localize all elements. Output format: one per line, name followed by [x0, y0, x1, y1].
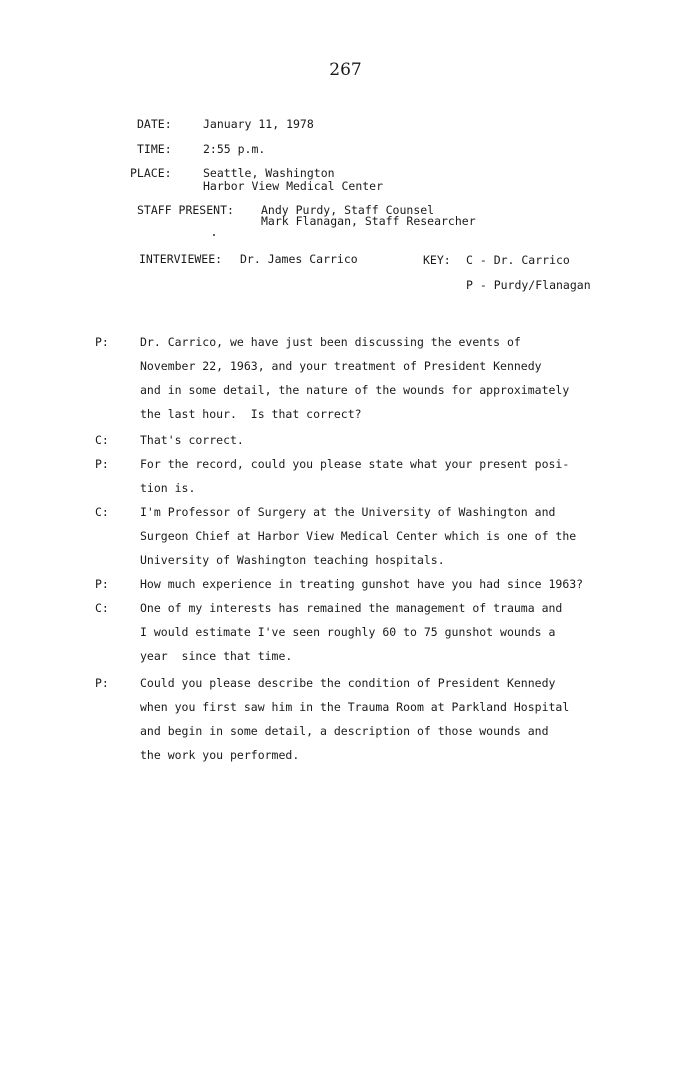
- transcript-line: and in some detail, the nature of the wounds for approximately: [140, 383, 570, 397]
- time-label: TIME:: [137, 142, 172, 156]
- transcript-line: University of Washington teaching hospitals.: [140, 553, 445, 567]
- staff-line2: Mark Flanagan, Staff Researcher: [261, 214, 476, 228]
- transcript-line: How much experience in treating gunshot have you had since 1963?: [140, 577, 584, 591]
- speaker-label: C:: [95, 601, 109, 615]
- speaker-label: P:: [95, 577, 109, 591]
- transcript-line: November 22, 1963, and your treatment of President Kennedy: [140, 359, 542, 373]
- transcript-line: For the record, could you please state what your present posi-: [140, 457, 570, 471]
- key-line2: P - Purdy/Flanagan: [466, 278, 591, 292]
- speaker-label: C:: [95, 433, 109, 447]
- speaker-label: P:: [95, 335, 109, 349]
- interviewee-value: Dr. James Carrico: [240, 252, 358, 266]
- time-value: 2:55 p.m.: [203, 142, 266, 156]
- date-label: DATE:: [137, 117, 172, 131]
- date-value: January 11, 1978: [203, 117, 314, 131]
- staff-line1: Andy Purdy, Staff Counsel: [261, 203, 435, 217]
- page-number: 267: [329, 60, 362, 80]
- place-line2: Harbor View Medical Center: [203, 179, 384, 193]
- stray-mark: [213, 234, 215, 236]
- key-label: KEY:: [423, 253, 451, 267]
- transcript-line: Surgeon Chief at Harbor View Medical Center which is one of the: [140, 529, 577, 543]
- place-label: PLACE:: [130, 166, 172, 180]
- transcript-line: I'm Professor of Surgery at the University of Washington and: [140, 505, 556, 519]
- transcript-line: tion is.: [140, 481, 196, 495]
- transcript-line: year since that time.: [140, 649, 293, 663]
- transcript-line: Could you please describe the condition of President Kennedy: [140, 676, 556, 690]
- transcript-line: when you first saw him in the Trauma Room at Parkland Hospital: [140, 700, 570, 714]
- transcript-line: Dr. Carrico, we have just been discussing the events of: [140, 335, 521, 349]
- transcript-line: One of my interests has remained the management of trauma and: [140, 601, 563, 615]
- interviewee-label: INTERVIEWEE:: [139, 252, 223, 266]
- staff-label: STAFF PRESENT:: [137, 203, 234, 217]
- speaker-label: P:: [95, 457, 109, 471]
- transcript-line: the last hour. Is that correct?: [140, 407, 362, 421]
- speaker-label: P:: [95, 676, 109, 690]
- transcript-line: the work you performed.: [140, 748, 300, 762]
- transcript-line: and begin in some detail, a description of those wounds and: [140, 724, 549, 738]
- speaker-label: C:: [95, 505, 109, 519]
- transcript-line: I would estimate I've seen roughly 60 to 75 gunshot wounds a: [140, 625, 556, 639]
- key-line1: C - Dr. Carrico: [466, 253, 570, 267]
- place-line1: Seattle, Washington: [203, 166, 335, 180]
- transcript-line: That's correct.: [140, 433, 244, 447]
